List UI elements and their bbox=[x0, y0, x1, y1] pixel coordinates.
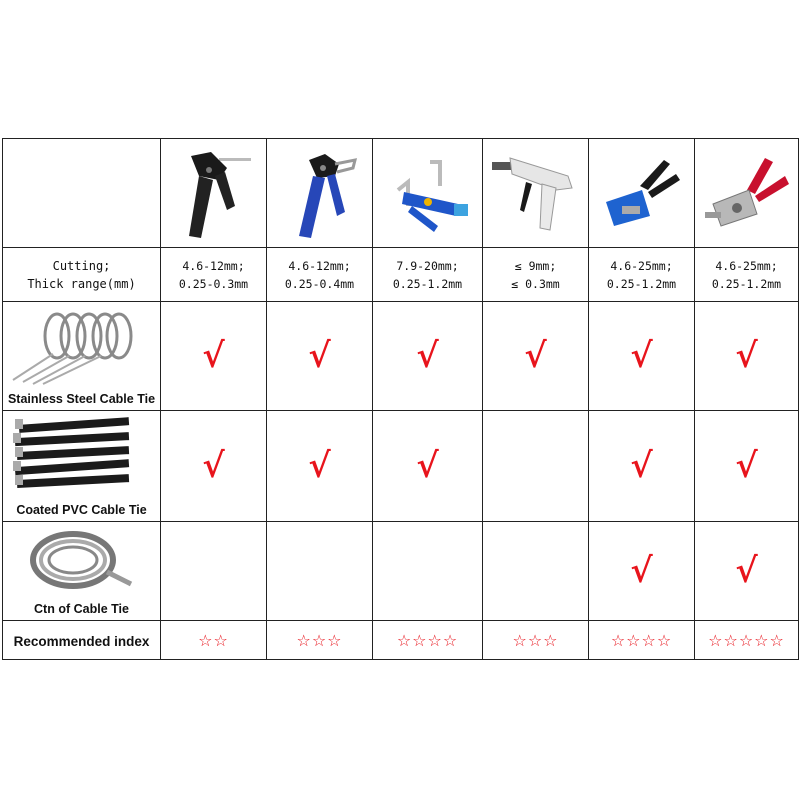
stars-cell bbox=[161, 621, 267, 660]
spec-thickness: 0.25-1.2mm bbox=[392, 276, 463, 291]
recommended-label-cell bbox=[3, 621, 161, 660]
row-label: Ctn of Cable Tie bbox=[34, 602, 129, 616]
check-cell bbox=[267, 302, 373, 411]
spec-row bbox=[3, 248, 799, 302]
tool-cell-4 bbox=[483, 139, 589, 248]
empty-corner-cell bbox=[3, 139, 161, 248]
check-mark: √ bbox=[202, 336, 225, 376]
spec-thickness: 0.25-1.2mm bbox=[711, 276, 782, 291]
spec-cutting: 7.9-20mm; bbox=[396, 258, 459, 273]
spec-thickness: ≤ 0.3mm bbox=[511, 276, 560, 291]
row-label: Stainless Steel Cable Tie bbox=[7, 392, 156, 406]
stars-cell bbox=[483, 621, 589, 660]
star-rating: ☆☆☆ bbox=[512, 630, 559, 650]
spec-thickness: 0.25-0.4mm bbox=[284, 276, 355, 291]
star-rating: ☆☆☆ bbox=[296, 630, 343, 650]
star-rating: ☆☆☆☆ bbox=[396, 630, 459, 650]
stars-cell bbox=[589, 621, 695, 660]
stainless-steel-cable-tie-icon bbox=[9, 306, 149, 386]
check-mark: √ bbox=[416, 446, 439, 486]
spec-thickness: 0.25-0.3mm bbox=[178, 276, 249, 291]
empty-cell bbox=[373, 522, 483, 621]
star-rating: ☆☆☆☆ bbox=[610, 630, 673, 650]
spec-cell-2 bbox=[267, 248, 373, 302]
comparison-table bbox=[2, 138, 799, 660]
check-cell bbox=[589, 411, 695, 522]
tool-cell-5 bbox=[589, 139, 695, 248]
recommended-label: Recommended index bbox=[13, 633, 150, 649]
spec-cell-1 bbox=[161, 248, 267, 302]
spec-cell-3 bbox=[373, 248, 483, 302]
stars-cell bbox=[267, 621, 373, 660]
check-cell bbox=[695, 302, 799, 411]
check-cell bbox=[695, 411, 799, 522]
stars-cell bbox=[373, 621, 483, 660]
spec-cutting: 4.6-25mm; bbox=[715, 258, 778, 273]
check-mark: √ bbox=[416, 336, 439, 376]
empty-cell bbox=[483, 522, 589, 621]
blue-bander-tool-icon bbox=[378, 146, 478, 241]
spec-label-line-1: Cutting; bbox=[52, 258, 111, 273]
spec-cutting: 4.6-12mm; bbox=[182, 258, 245, 273]
empty-cell bbox=[483, 411, 589, 522]
spec-cutting: ≤ 9mm; bbox=[514, 258, 557, 273]
row-label: Coated PVC Cable Tie bbox=[16, 503, 147, 517]
cable-tie-coil-icon bbox=[9, 526, 139, 596]
check-mark: √ bbox=[630, 446, 653, 486]
check-cell bbox=[267, 411, 373, 522]
spec-label-cell bbox=[3, 248, 161, 302]
row-header-cell bbox=[3, 411, 161, 522]
check-cell bbox=[373, 302, 483, 411]
check-cell bbox=[483, 302, 589, 411]
spec-thickness: 0.25-1.2mm bbox=[606, 276, 677, 291]
tool-cell-2 bbox=[267, 139, 373, 248]
blue-handle-bander-tool-icon bbox=[592, 146, 692, 241]
spec-cell-4 bbox=[483, 248, 589, 302]
spec-cell-5 bbox=[589, 248, 695, 302]
spec-cutting: 4.6-12mm; bbox=[288, 258, 351, 273]
red-handle-bander-tool-icon bbox=[697, 146, 797, 241]
check-mark: √ bbox=[202, 446, 225, 486]
check-mark: √ bbox=[735, 551, 758, 591]
black-tensioning-tool-icon bbox=[169, 146, 259, 241]
tool-image-row bbox=[3, 139, 799, 248]
row-header-cell bbox=[3, 302, 161, 411]
check-mark: √ bbox=[524, 336, 547, 376]
check-mark: √ bbox=[735, 446, 758, 486]
tool-cell-1 bbox=[161, 139, 267, 248]
empty-cell bbox=[267, 522, 373, 621]
coated-pvc-cable-tie-icon bbox=[9, 415, 139, 499]
empty-cell bbox=[161, 522, 267, 621]
blue-tensioning-tool-icon bbox=[275, 146, 365, 241]
compat-row-coil bbox=[3, 522, 799, 621]
stars-cell bbox=[695, 621, 799, 660]
star-rating: ☆☆ bbox=[198, 630, 229, 650]
star-rating: ☆☆☆☆☆ bbox=[708, 630, 785, 650]
check-mark: √ bbox=[308, 336, 331, 376]
check-cell bbox=[161, 302, 267, 411]
check-cell bbox=[161, 411, 267, 522]
recommended-row bbox=[3, 621, 799, 660]
compat-row-pvc bbox=[3, 411, 799, 522]
check-cell bbox=[373, 411, 483, 522]
check-mark: √ bbox=[735, 336, 758, 376]
check-cell bbox=[589, 302, 695, 411]
check-mark: √ bbox=[308, 446, 331, 486]
check-cell bbox=[695, 522, 799, 621]
check-mark: √ bbox=[630, 336, 653, 376]
compat-row-stainless bbox=[3, 302, 799, 411]
check-mark: √ bbox=[630, 551, 653, 591]
tool-cell-6 bbox=[695, 139, 799, 248]
check-cell bbox=[589, 522, 695, 621]
spec-label-line-2: Thick range(mm) bbox=[27, 276, 136, 291]
spec-cutting: 4.6-25mm; bbox=[610, 258, 673, 273]
spec-cell-6 bbox=[695, 248, 799, 302]
row-header-cell bbox=[3, 522, 161, 621]
tool-cell-3 bbox=[373, 139, 483, 248]
white-gun-tool-icon bbox=[486, 146, 586, 241]
